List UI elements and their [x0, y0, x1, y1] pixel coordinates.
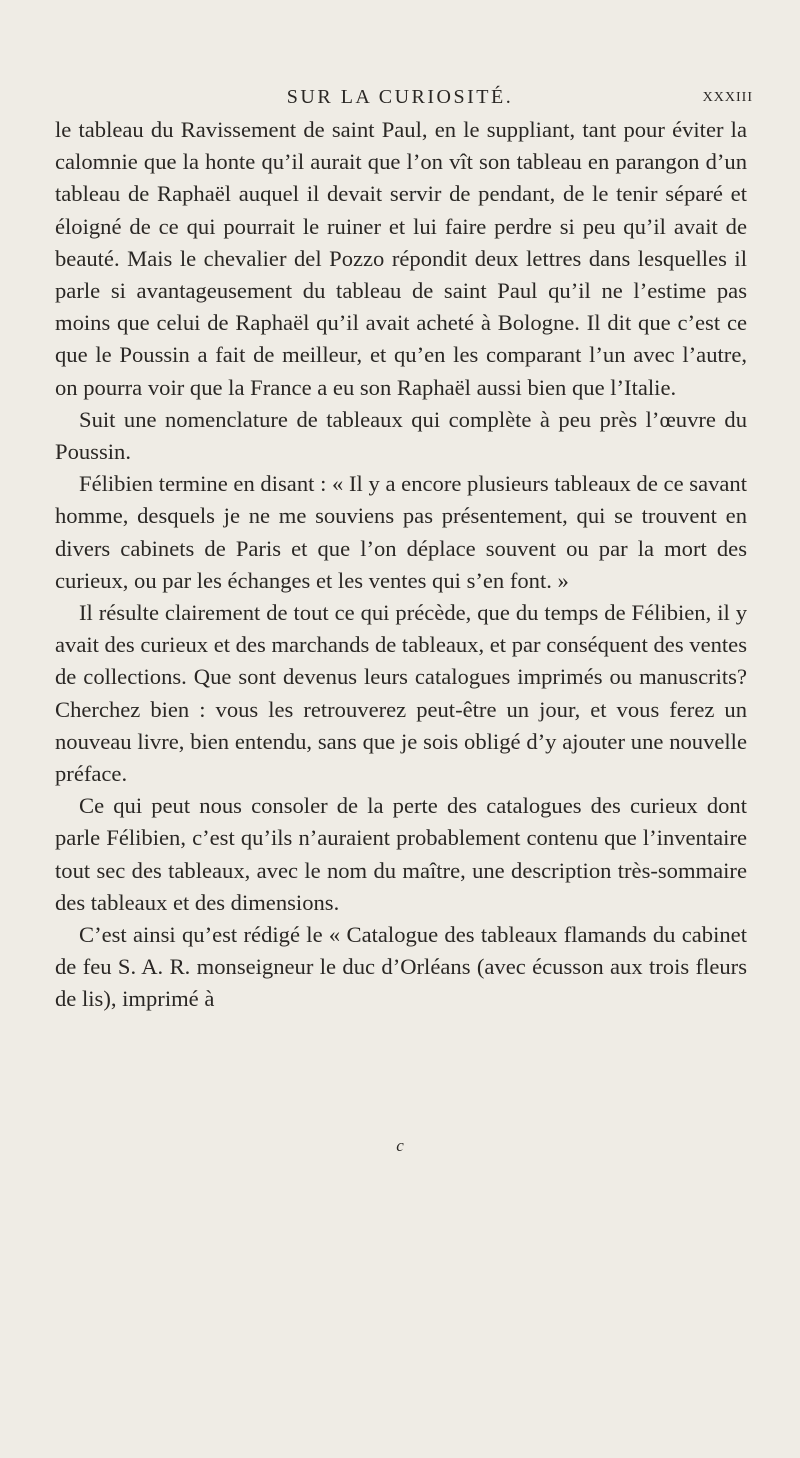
running-head: [0, 86, 800, 116]
paragraph-2: Suit une nomenclature de tableaux qui complète à peu près l’œuvre du Poussin.: [55, 406, 747, 465]
running-title: SUR LA CURIOSITÉ.: [286, 86, 514, 108]
signature-mark: c: [396, 1136, 404, 1155]
paragraph-5: Ce qui peut nous consoler de la perte des catalogues des curieux dont parle Félibien, c’est qu’ils n’auraient probablement contenu que l’inventaire tout sec des tableaux, avec le nom du maître, une description très-sommaire des tableaux et des dimensions.: [55, 793, 747, 915]
page-number: XXXIII: [702, 90, 753, 105]
paragraph-3: Félibien termine en disant : « Il y a encore plusieurs tableaux de ce savant homme, desquels je ne me souviens pas présentement, qui se trouvent en divers cabinets de Paris et que l’on déplace souvent ou par la mort des curieux, ou par les échanges et les ventes qui s’en font. »: [55, 471, 747, 593]
body-text: [55, 114, 747, 1016]
paragraph-4: Il résulte clairement de tout ce qui précède, que du temps de Félibien, il y avait des curieux et des marchands de tableaux, et par conséquent des ventes de collections. Que sont devenus leurs catalogues imprimés ou manuscrits? Cherchez bien : vous les retrouverez peut-être un jour, et vous ferez un nouveau livre, bien entendu, sans que je sois obligé d’y ajouter une nouvelle préface.: [55, 600, 747, 787]
paragraph-1: le tableau du Ravissement de saint Paul, en le suppliant, tant pour éviter la calomnie que la honte qu’il aurait que l’on vît son tableau en parangon d’un tableau de Raphaël auquel il devait servir de pendant, de le tenir séparé et éloigné de ce qui pourrait le ruiner et lui faire perdre si peu qu’il avait de beauté. Mais le chevalier del Pozzo répondit deux lettres dans lesquelles il parle si avantageusement du tableau de saint Paul qu’il ne l’estime pas moins que celui de Raphaël qu’il avait acheté à Bologne. Il dit que c’est ce que le Poussin a fait de meilleur, et qu’en les comparant l’un avec l’autre, on pourra voir que la France a eu son Raphaël aussi bien que l’Italie.: [55, 117, 747, 400]
paragraph-6: C’est ainsi qu’est rédigé le « Catalogue des tableaux flamands du cabinet de feu S. A. R. monseigneur le duc d’Orléans (avec écusson aux trois fleurs de lis), imprimé à: [55, 922, 747, 1012]
